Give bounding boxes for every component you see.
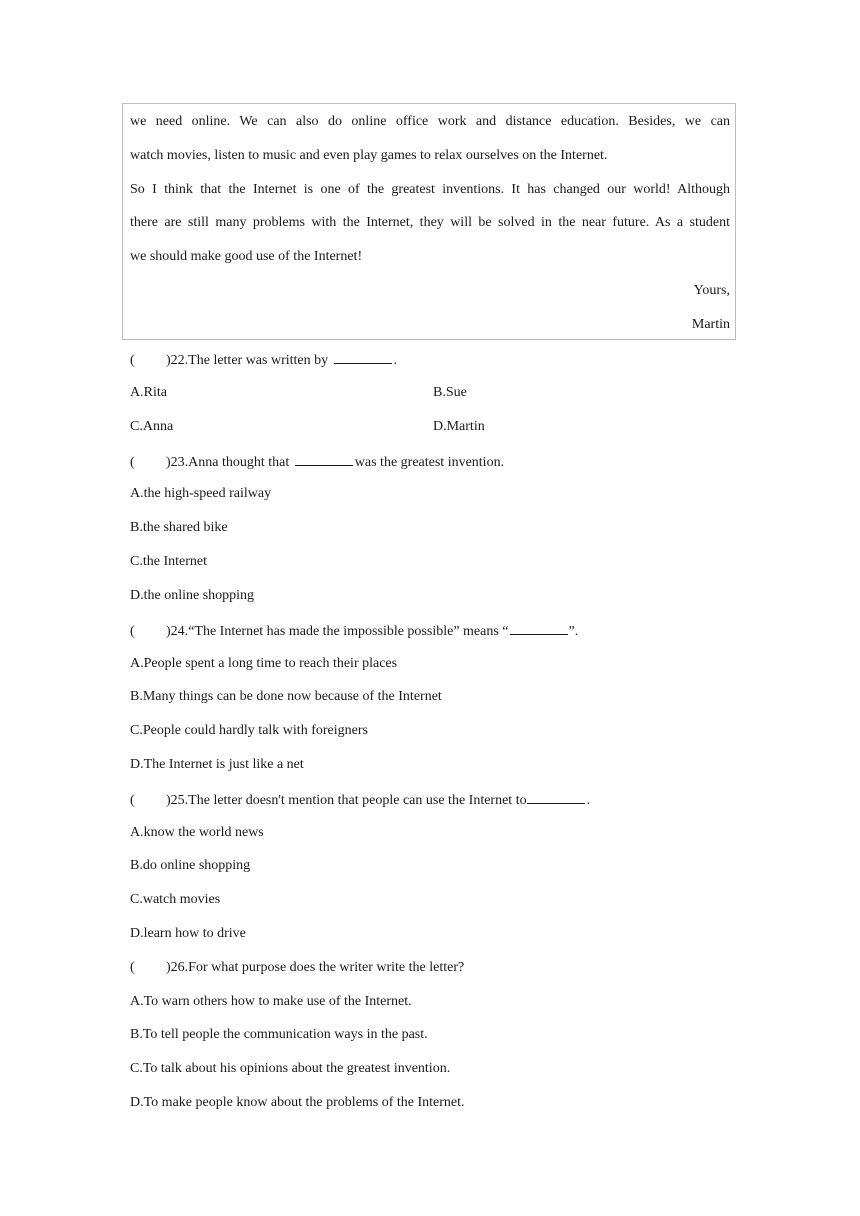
question-24 bbox=[130, 621, 578, 639]
question-stem: Anna thought that bbox=[188, 455, 293, 470]
answer-blank bbox=[295, 452, 353, 466]
question-stem-end: . bbox=[393, 353, 398, 368]
answer-paren: ( bbox=[130, 624, 135, 639]
answer-paren: ( bbox=[130, 793, 135, 808]
answer-paren: ( bbox=[130, 455, 135, 470]
answer-blank bbox=[527, 790, 585, 804]
option-25a: A.know the world news bbox=[130, 825, 264, 840]
option-26c: C.To talk about his opinions about the greatest invention. bbox=[130, 1061, 451, 1076]
question-22 bbox=[130, 350, 397, 368]
option-25c: C.watch movies bbox=[130, 892, 221, 907]
option-23c: C.the Internet bbox=[130, 554, 207, 569]
question-number: )23. bbox=[166, 455, 189, 470]
option-25b: B.do online shopping bbox=[130, 858, 251, 873]
answer-blank bbox=[334, 350, 392, 364]
option-26a: A.To warn others how to make use of the Internet. bbox=[130, 994, 412, 1009]
question-number: )22. bbox=[166, 353, 189, 368]
option-22c: C.Anna bbox=[130, 419, 174, 434]
option-23d: D.the online shopping bbox=[130, 588, 255, 603]
question-number: )26. bbox=[166, 960, 189, 975]
option-24a: A.People spent a long time to reach their places bbox=[130, 656, 398, 671]
option-22b: B.Sue bbox=[433, 385, 467, 400]
option-23b: B.the shared bike bbox=[130, 520, 228, 535]
letter-line-4: there are still many problems with the Internet, they will be solved in the near future. As a student bbox=[130, 215, 730, 230]
question-number: )24. bbox=[166, 624, 189, 639]
question-23 bbox=[130, 452, 504, 470]
answer-paren: ( bbox=[130, 353, 135, 368]
question-stem: The letter doesn't mention that people can use the Internet to bbox=[188, 793, 527, 808]
question-stem-end: . bbox=[586, 793, 591, 808]
option-24d: D.The Internet is just like a net bbox=[130, 757, 304, 772]
question-number: )25. bbox=[166, 793, 189, 808]
letter-signature: Martin bbox=[691, 317, 730, 332]
question-stem: The letter was written by bbox=[188, 353, 332, 368]
letter-closing: Yours, bbox=[693, 283, 730, 298]
option-23a: A.the high-speed railway bbox=[130, 486, 272, 501]
question-stem: “The Internet has made the impossible possible” means “ bbox=[188, 624, 509, 639]
letter-line-2: watch movies, listen to music and even play games to relax ourselves on the Internet. bbox=[130, 148, 608, 163]
option-22a: A.Rita bbox=[130, 385, 167, 400]
option-22d: D.Martin bbox=[433, 419, 485, 434]
answer-blank bbox=[510, 621, 568, 635]
option-25d: D.learn how to drive bbox=[130, 926, 246, 941]
question-stem-end: ”. bbox=[568, 624, 579, 639]
question-26 bbox=[130, 959, 464, 977]
letter-line-3: So I think that the Internet is one of the greatest inventions. It has changed our world! Although bbox=[130, 182, 730, 197]
question-stem-end: was the greatest invention. bbox=[354, 455, 505, 470]
letter-line-5: we should make good use of the Internet! bbox=[130, 249, 363, 264]
option-26b: B.To tell people the communication ways in the past. bbox=[130, 1027, 428, 1042]
question-25 bbox=[130, 790, 590, 808]
question-stem: For what purpose does the writer write the letter? bbox=[188, 960, 465, 975]
answer-paren: ( bbox=[130, 960, 135, 975]
option-24c: C.People could hardly talk with foreigners bbox=[130, 723, 368, 738]
option-24b: B.Many things can be done now because of the Internet bbox=[130, 689, 442, 704]
letter-line-1: we need online. We can also do online office work and distance education. Besides, we can bbox=[130, 114, 730, 129]
option-26d: D.To make people know about the problems of the Internet. bbox=[130, 1095, 465, 1110]
